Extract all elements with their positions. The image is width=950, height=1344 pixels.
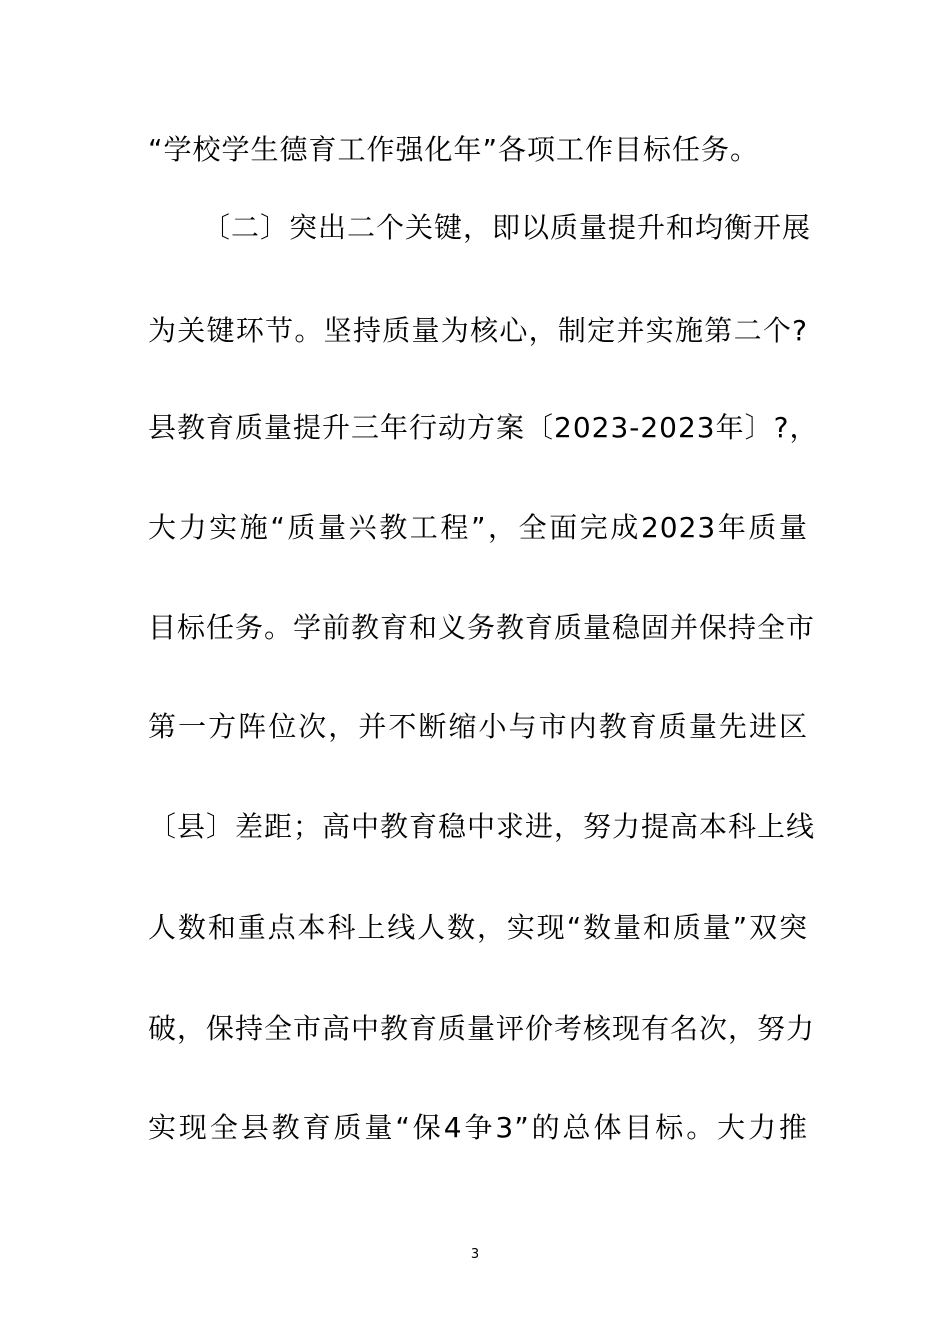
- paragraph-line-8: 〔县〕差距；高中教育稳中求进，努力提高本科上线: [148, 810, 816, 843]
- paragraph-line-5: 大力实施“质量兴教工程”，全面完成2023年质量: [148, 511, 808, 544]
- paragraph-line-4: 县教育质量提升三年行动方案〔2023-2023年〕?，: [148, 411, 819, 444]
- paragraph-line-9: 人数和重点本科上线人数，实现“数量和质量”双突: [148, 911, 808, 944]
- paragraph-line-2: 〔二〕突出二个关键，即以质量提升和均衡开展: [202, 211, 812, 244]
- paragraph-line-1: “学校学生德育工作强化年”各项工作目标任务。: [148, 133, 760, 166]
- paragraph-line-6: 目标任务。学前教育和义务教育质量稳固并保持全市: [148, 611, 816, 644]
- page-number: 3: [470, 1247, 480, 1262]
- paragraph-line-7: 第一方阵位次，并不断缩小与市内教育质量先进区: [148, 710, 808, 743]
- paragraph-line-11: 实现全县教育质量“保4争3”的总体目标。大力推: [148, 1111, 808, 1144]
- paragraph-line-10: 破，保持全市高中教育质量评价考核现有名次，努力: [148, 1012, 816, 1045]
- paragraph-line-3: 为关键环节。坚持质量为核心，制定并实施第二个?: [148, 314, 808, 347]
